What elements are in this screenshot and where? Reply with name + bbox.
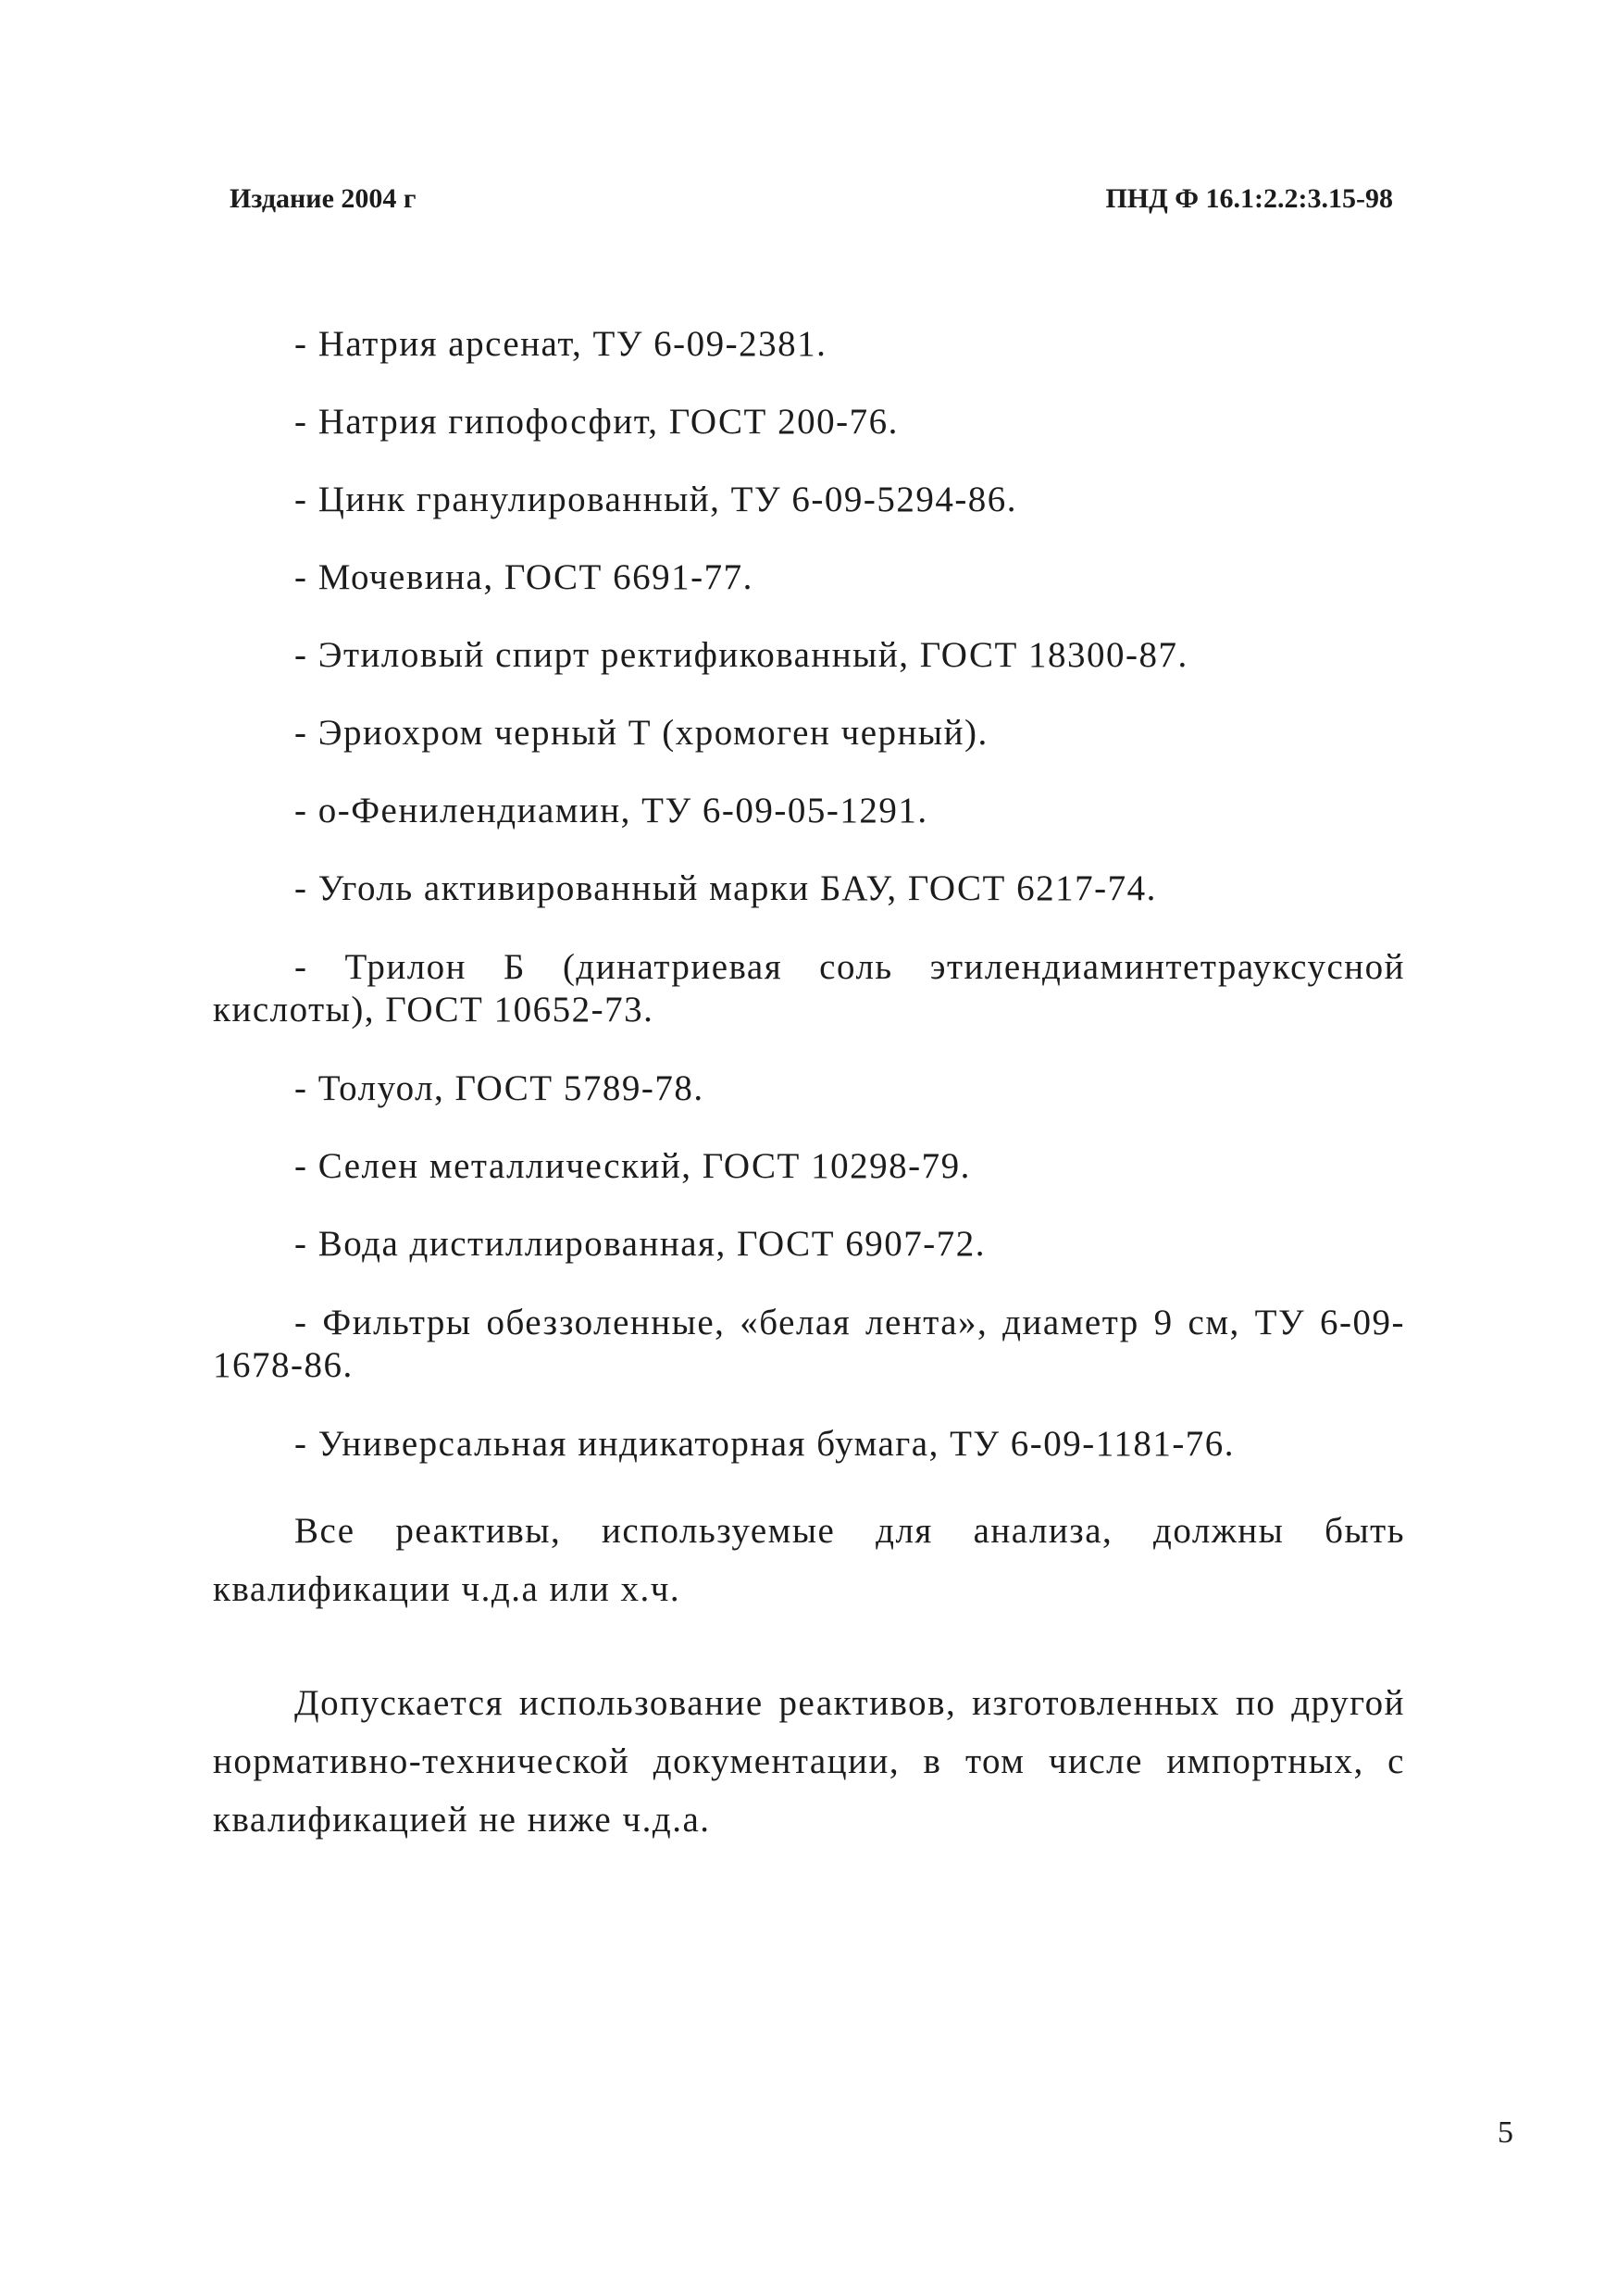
list-item: - Натрия гипофосфит, ГОСТ 200-76. xyxy=(294,402,899,442)
list-item: - Селен металлический, ГОСТ 10298-79. xyxy=(294,1146,971,1186)
qualification-paragraph: Все реактивы, используемые для анализа, должны быть квалификации ч.д.а или х.ч. xyxy=(213,1511,1405,1609)
list-item: - Цинк гранулированный, ТУ 6-09-5294-86. xyxy=(294,480,1018,519)
list-item: - Фильтры обеззоленные, «белая лента», диаметр 9 см, ТУ 6-09-1678-86. xyxy=(213,1303,1405,1385)
page-number: 5 xyxy=(1498,2115,1513,2150)
list-item: - о-Фенилендиамин, ТУ 6-09-05-1291. xyxy=(294,791,928,830)
list-item: - Эриохром черный Т (хромоген черный). xyxy=(294,713,989,753)
list-item: - Мочевина, ГОСТ 6691-77. xyxy=(294,557,753,597)
list-item: - Уголь активированный марки БАУ, ГОСТ 6217-74. xyxy=(294,868,1157,908)
reagent-list xyxy=(213,324,1405,1849)
edition-label: Издание 2004 г xyxy=(230,183,417,214)
substitution-paragraph: Допускается использование реактивов, изготовленных по другой нормативно-технической документации, в том числе импортных, с квалификацией не ниже ч.д.а. xyxy=(213,1683,1405,1840)
document-code: ПНД Ф 16.1:2.2:3.15-98 xyxy=(1105,183,1393,214)
list-item: - Вода дистиллированная, ГОСТ 6907-72. xyxy=(294,1224,987,1264)
list-item: - Натрия арсенат, ТУ 6-09-2381. xyxy=(294,324,827,364)
list-item: - Универсальная индикаторная бумага, ТУ 6-09-1181-76. xyxy=(294,1424,1236,1464)
list-item: - Трилон Б (динатриевая соль этилендиаминтетрауксусной кислоты), ГОСТ 10652-73. xyxy=(213,947,1405,1029)
list-item: - Этиловый спирт ректификованный, ГОСТ 18300-87. xyxy=(294,635,1188,675)
list-item: - Толуол, ГОСТ 5789-78. xyxy=(294,1068,704,1108)
